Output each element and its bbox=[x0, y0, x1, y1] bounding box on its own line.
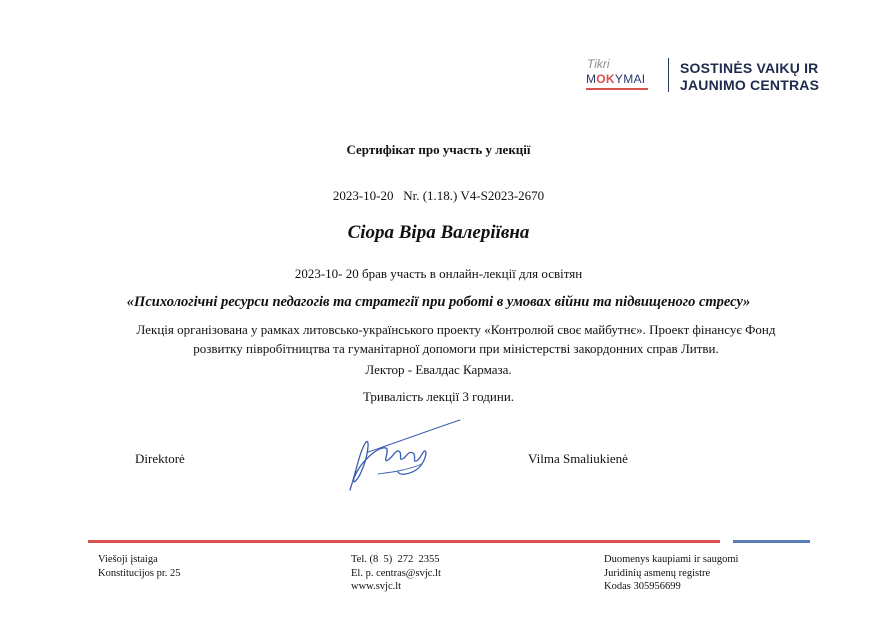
footer-registry-line2: Juridinių asmenų registre bbox=[604, 567, 711, 579]
logo-underline bbox=[586, 88, 648, 90]
lecturer-text: Лектор - Евалдас Кармаза. bbox=[365, 362, 512, 377]
footer-org-type: Viešoji įstaiga bbox=[98, 554, 158, 565]
duration-text: Тривалість лекції 3 години. bbox=[362, 389, 515, 404]
project-description bbox=[60, 320, 852, 358]
certificate-title: Сертифікат про участь у лекції bbox=[346, 142, 531, 157]
footer-address bbox=[98, 553, 181, 580]
logo-mokymai-text: MOKYMAI bbox=[586, 72, 646, 86]
footer-registry-code: Kodas 305956699 bbox=[604, 581, 681, 592]
footer-registry-line1: Duomenys kaupiami ir saugomi bbox=[604, 554, 739, 565]
footer-contacts bbox=[351, 553, 441, 594]
footer-registry bbox=[604, 553, 738, 594]
org-name-line1: SOSTINĖS VAIKŲ IR bbox=[680, 60, 819, 76]
participation-text: 2023-10- 20 брав участь в онлайн-лекції для освітян bbox=[294, 266, 583, 281]
footer-email[interactable]: El. p. centras@svjc.lt bbox=[351, 567, 441, 579]
project-line-1: Лекція організована у рамках литовсько-українського проекту «Контролюй своє майбутнє». Проект фінансує Фонд bbox=[136, 322, 776, 337]
logo-tikri-text: Tikri bbox=[587, 57, 610, 71]
signatory-role: Direktorė bbox=[135, 451, 185, 466]
footer-street: Konstitucijos pr. 25 bbox=[98, 567, 181, 579]
lecture-title: «Психологічні ресурси педагогів та стратегії при роботі в умовах війни та підвищеного стресу» bbox=[126, 294, 751, 310]
signatory-name: Vilma Smaliukienė bbox=[528, 451, 628, 466]
footer-website[interactable]: www.svjc.lt bbox=[351, 581, 402, 592]
footer-divider bbox=[88, 540, 810, 543]
footer-divider-blue bbox=[733, 540, 810, 543]
logo-divider bbox=[668, 58, 669, 92]
participant-name: Сіора Віра Валеріївна bbox=[347, 222, 530, 243]
footer-phone: Tel. (8 5) 272 2355 bbox=[351, 554, 440, 565]
org-name-line2: JAUNIMO CENTRAS bbox=[680, 77, 820, 93]
handwritten-signature bbox=[338, 412, 468, 497]
certificate-number: 2023-10-20 Nr. (1.18.) V4-S2023-2670 bbox=[332, 188, 545, 203]
footer-divider-red bbox=[88, 540, 720, 543]
project-line-2: розвитку півробітництва та гуманітарної допомоги при міністерстві закордонних справ Литви. bbox=[193, 341, 719, 356]
